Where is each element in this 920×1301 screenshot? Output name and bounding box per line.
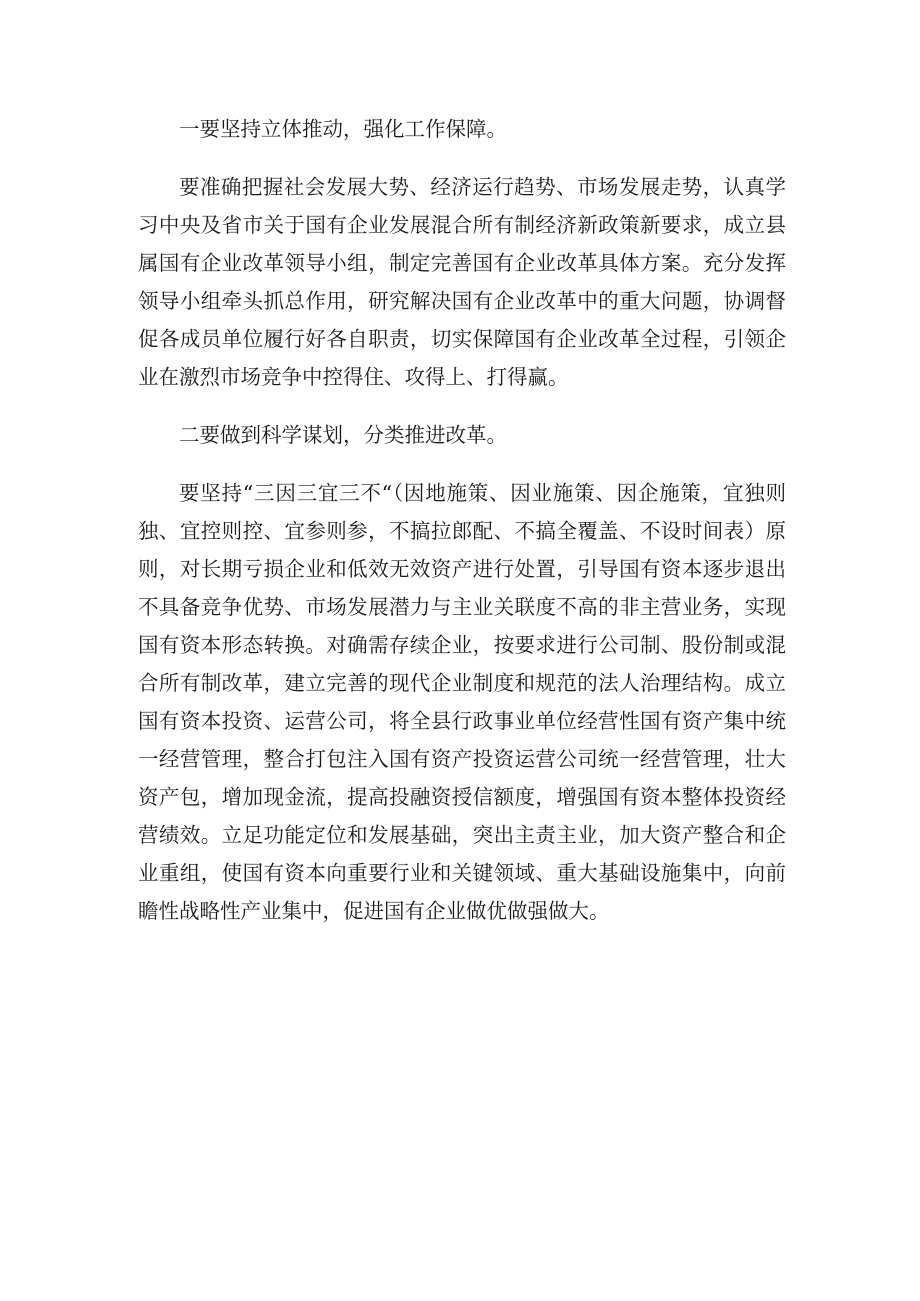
section-heading-1: 一要坚持立体推动，强化工作保障。 [179,117,507,141]
paragraph-gap [138,454,786,474]
section-heading-2: 二要做到科学谋划，分类推进改革。 [179,423,507,447]
paragraph-gap [138,148,786,168]
paragraph-gap [138,396,786,416]
document-body [138,110,786,930]
section-body-1: 要准确把握社会发展大势、经济运行趋势、市场发展走势，认真学习中央及省市关于国有企业发展混合所有制经济新政策新要求，成立县属国有企业改革领导小组，制定完善国有企业改革具体方案。充分发挥领导小组牵头抓总作用，研究解决国有企业改革中的重大问题，协调督促各成员单位履行好各自职责，切实保障国有企业改革全过程，引领企业在激烈市场竞争中控得住、攻得上、打得赢。 [138,175,786,389]
section-body-2: 要坚持“三因三宜三不“（因地施策、因业施策、因企施策，宜独则独、宜控则控、宜参则参，不搞拉郎配、不搞全覆盖、不设时间表）原则，对长期亏损企业和低效无效资产进行处置，引导国有资本逐步退出不具备竞争优势、市场发展潜力与主业关联度不高的非主营业务，实现国有资本形态转换。对确需存续企业，按要求进行公司制、股份制或混合所有制改革，建立完善的现代企业制度和规范的法人治理结构。成立国有资本投资、运营公司，将全县行政事业单位经营性国有资产集中统一经营管理，整合打包注入国有资产投资运营公司统一经营管理，壮大资产包，增加现金流，提高投融资授信额度，增强国有资本整体投资经营绩效。立足功能定位和发展基础，突出主责主业，加大资产整合和企业重组，使国有资本向重要行业和关键领域、重大基础设施集中，向前瞻性战略性产业集中，促进国有企业做优做强做大。 [138,481,786,923]
